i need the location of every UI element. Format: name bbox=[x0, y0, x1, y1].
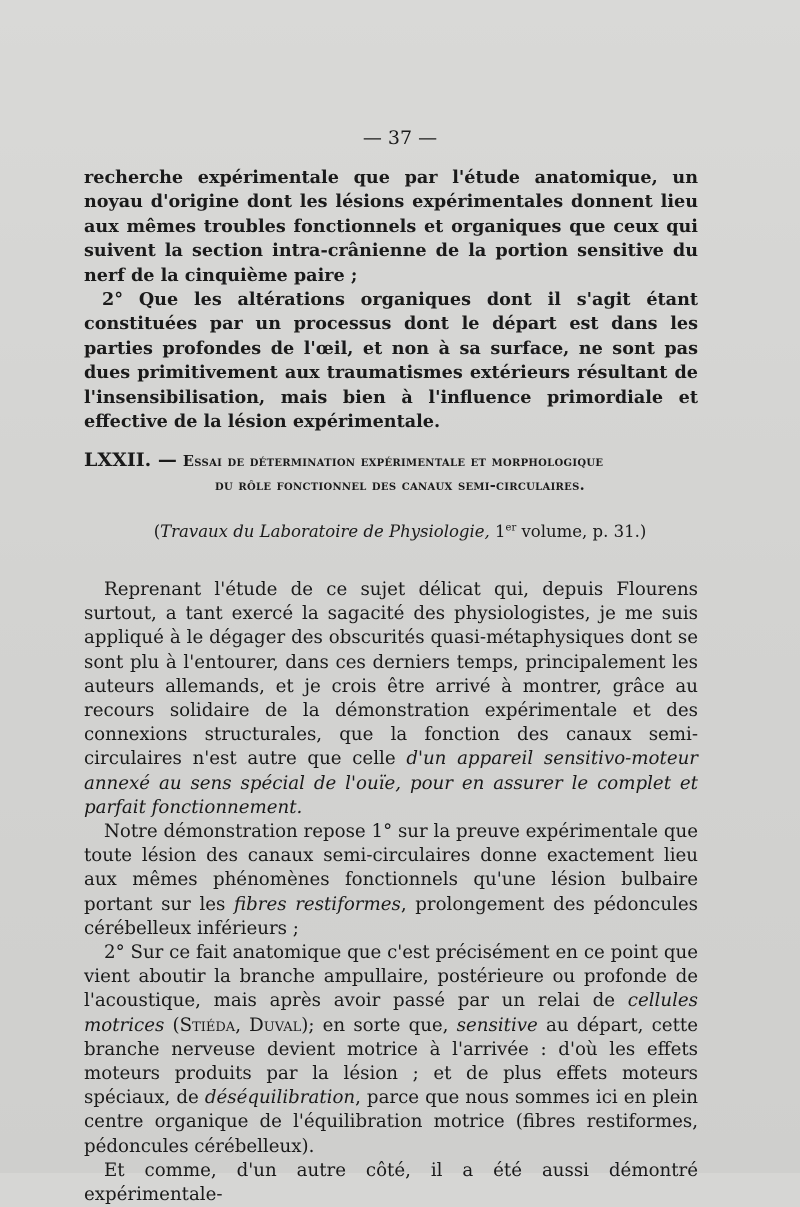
body-paragraph-4: Et comme, d'un autre côté, il a été aussi démontré expérimentale- bbox=[84, 1159, 698, 1206]
body-paragraph-3-text: 2° Sur ce fait anatomique que c'est précisément en ce point que vient aboutir la branche ampullaire, postérieure ou profonde de l'acoustique, mais après avoir passé par un relai de bbox=[84, 942, 698, 1012]
body-text bbox=[84, 578, 698, 1207]
body-paragraph-2 bbox=[84, 820, 698, 941]
intro-paragraph-2: 2° Que les altérations organiques dont il s'agit étant constituées par un processus dont le départ est dans les parties profondes de l'œil, et non à sa surface, ne sont pas dues primitivement aux traumatismes extérieurs résultant de l'insensibilisation, mais bien à l'influence primordiale et effective de la lésion expérimentale. bbox=[84, 289, 698, 433]
body-paragraph-1-italic: d'un appareil sensitivo-moteur annexé au sens spécial de l'ouïe, pour en assurer le complet et parfait fonctionnement. bbox=[84, 748, 698, 818]
body-paragraph-3-italic-1: cellules motrices bbox=[84, 990, 698, 1036]
body-paragraph-2-text: Notre démonstration repose 1° sur la preuve expérimentale que toute lésion des canaux semi-circulaires donne exactement lieu aux mêmes phénomènes fonctionnels qu'une lésion bulbaire portant sur les bbox=[84, 821, 698, 915]
intro-paragraph-1: recherche expérimentale que par l'étude anatomique, un noyau d'origine dont les lésions expérimentales donnent lieu aux mêmes troubles fonctionnels et organiques que ceux qui suivent la section intra-crânienne de la portion sensitive du nerf de la cinquième paire ; bbox=[84, 167, 698, 286]
body-paragraph-3-italic-2: sensitive bbox=[456, 1014, 538, 1036]
page-number: — 37 — bbox=[362, 127, 438, 149]
intro-text bbox=[84, 166, 698, 434]
body-paragraph-2-end: , prolongement des pédoncules cérébelleux inférieurs ; bbox=[84, 893, 698, 939]
section-reference: (Travaux du Laboratoire de Physiologie, 1er volume, p. 31.) bbox=[153, 522, 647, 541]
reference-volume-suffix: er bbox=[505, 522, 517, 534]
reference-title: Travaux du Laboratoire de Physiologie, bbox=[160, 522, 490, 541]
reference-volume-number: 1 bbox=[495, 522, 506, 541]
body-paragraph-3-text-2: ); en sorte que, bbox=[301, 1014, 449, 1036]
body-paragraph-3-italic-3: déséquilibration bbox=[204, 1087, 356, 1109]
reference-volume-page: volume, p. 31.) bbox=[521, 522, 647, 541]
body-paragraph-3-paren: ( bbox=[172, 1014, 180, 1036]
body-paragraph-3-end: , parce que nous sommes ici en plein centre organique de l'équilibration motrice (fibres restiformes, pédoncules cérébelleux). bbox=[84, 1087, 698, 1157]
body-paragraph-3 bbox=[84, 941, 698, 1159]
section-number: LXXII. — bbox=[84, 449, 177, 471]
body-paragraph-3-text-3: au départ, cette branche nerveuse devient motrice à l'arrivée : d'où les effets moteurs produits par la lésion ; et de plus effets moteurs spéciaux, de bbox=[84, 1014, 698, 1109]
section-title-line-2: du rôle fonctionnel des canaux semi-circulaires. bbox=[215, 477, 585, 494]
body-paragraph-1 bbox=[84, 578, 698, 820]
body-paragraph-2-italic: fibres restiformes bbox=[234, 893, 401, 915]
body-paragraph-3-authors: Stiéda, Duval bbox=[179, 1014, 302, 1036]
body-paragraph-1-text: Reprenant l'étude de ce sujet délicat qui, depuis Flourens surtout, a tant exercé la sagacité des physiologistes, je me suis appliqué à le dégager des obscurités quasi-métaphysiques dont se sont plu à l'entourer, dans ces derniers temps, principalement les auteurs allemands, et je crois être arrivé à montrer, grâce au recours solidaire de la démonstration expérimentale et des connexions structurales, que la fonction des canaux semi-circulaires n'est autre que celle bbox=[84, 579, 698, 770]
section-heading bbox=[84, 448, 698, 498]
section-title-line-1: Essai de détermination expérimentale et morphologique bbox=[182, 453, 604, 470]
